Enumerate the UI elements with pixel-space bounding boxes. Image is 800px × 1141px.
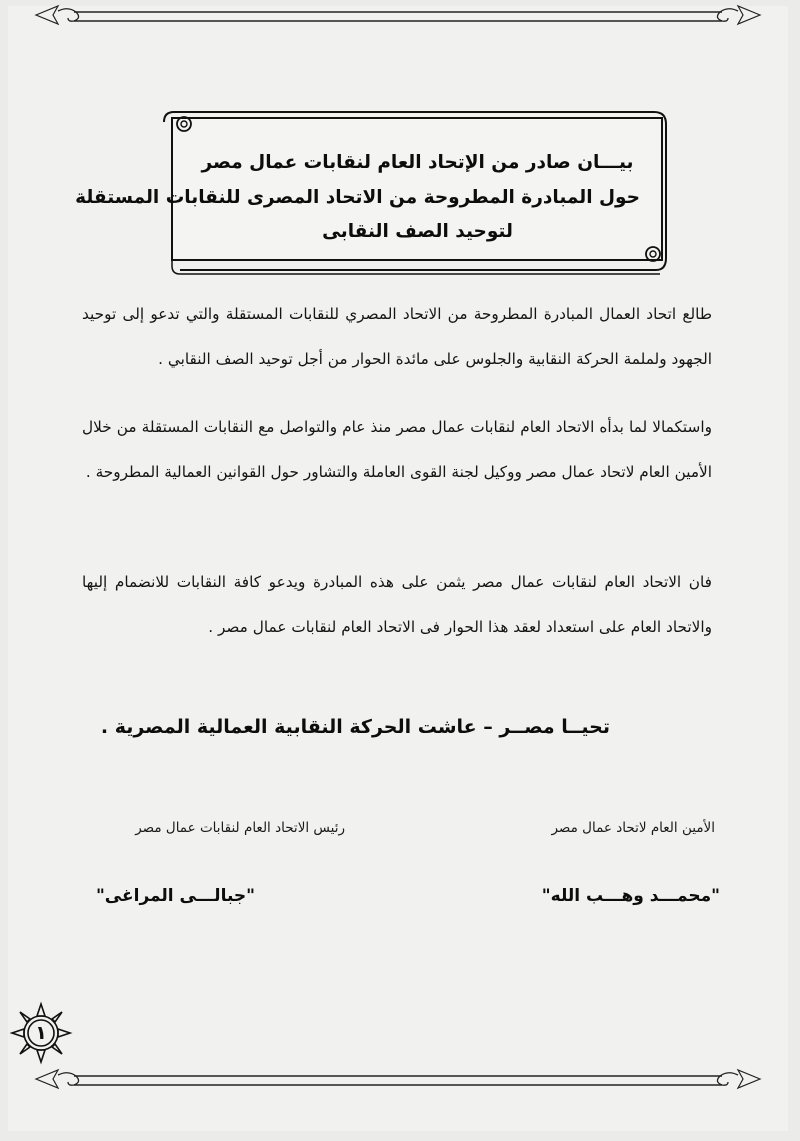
body-paragraph-2: واستكمالا لما بدأه الاتحاد العام لنقابات عمال مصر منذ عام والتواصل مع النقابات المستقلة من خلال الأمين العام لاتحاد عمال مصر ووكيل لجنة القوى العاملة والتشاور حول القوانين العمالية المطروحة . [82,418,712,481]
secretary-general-title: الأمين العام لاتحاد عمال مصر [551,820,715,836]
federation-president-title: رئيس الاتحاد العام لنقابات عمال مصر [135,820,345,836]
body-paragraph-1: طالع اتحاد العمال المبادرة المطروحة من الاتحاد المصري للنقابات المستقلة والتي تدعو إلى توحيد الجهود ولملمة الحركة النقابية والجلوس على مائدة الحوار من أجل توحيد الصف النقابي . [82,305,712,368]
title-line-1: بيـــان صادر من الإتحاد العام لنقابات عمال مصر [201,152,634,173]
page-number: ١ [35,1022,47,1044]
top-scroll-ornament [18,2,778,36]
closing-slogan: تحيــا مصــر – عاشت الحركة النقابية العمالية المصرية . [100,716,610,738]
secretary-general-name: "محمـــد وهـــب الله" [541,886,720,906]
bottom-scroll-ornament [18,1062,778,1096]
title-line-2: حول المبادرة المطروحة من الاتحاد المصرى للنقابات المستقلة [75,187,640,208]
title-line-3: لتوحيد الصف النقابى [322,221,513,242]
federation-president-name: "جبالـــى المراغى" [95,886,255,906]
body-paragraph-3: فان الاتحاد العام لنقابات عمال مصر يثمن على هذه المبادرة ويدعو كافة النقابات للانضمام إليها والاتحاد العام على استعداد لعقد هذا الحوار فى الاتحاد العام لنقابات عمال مصر . [82,573,712,636]
